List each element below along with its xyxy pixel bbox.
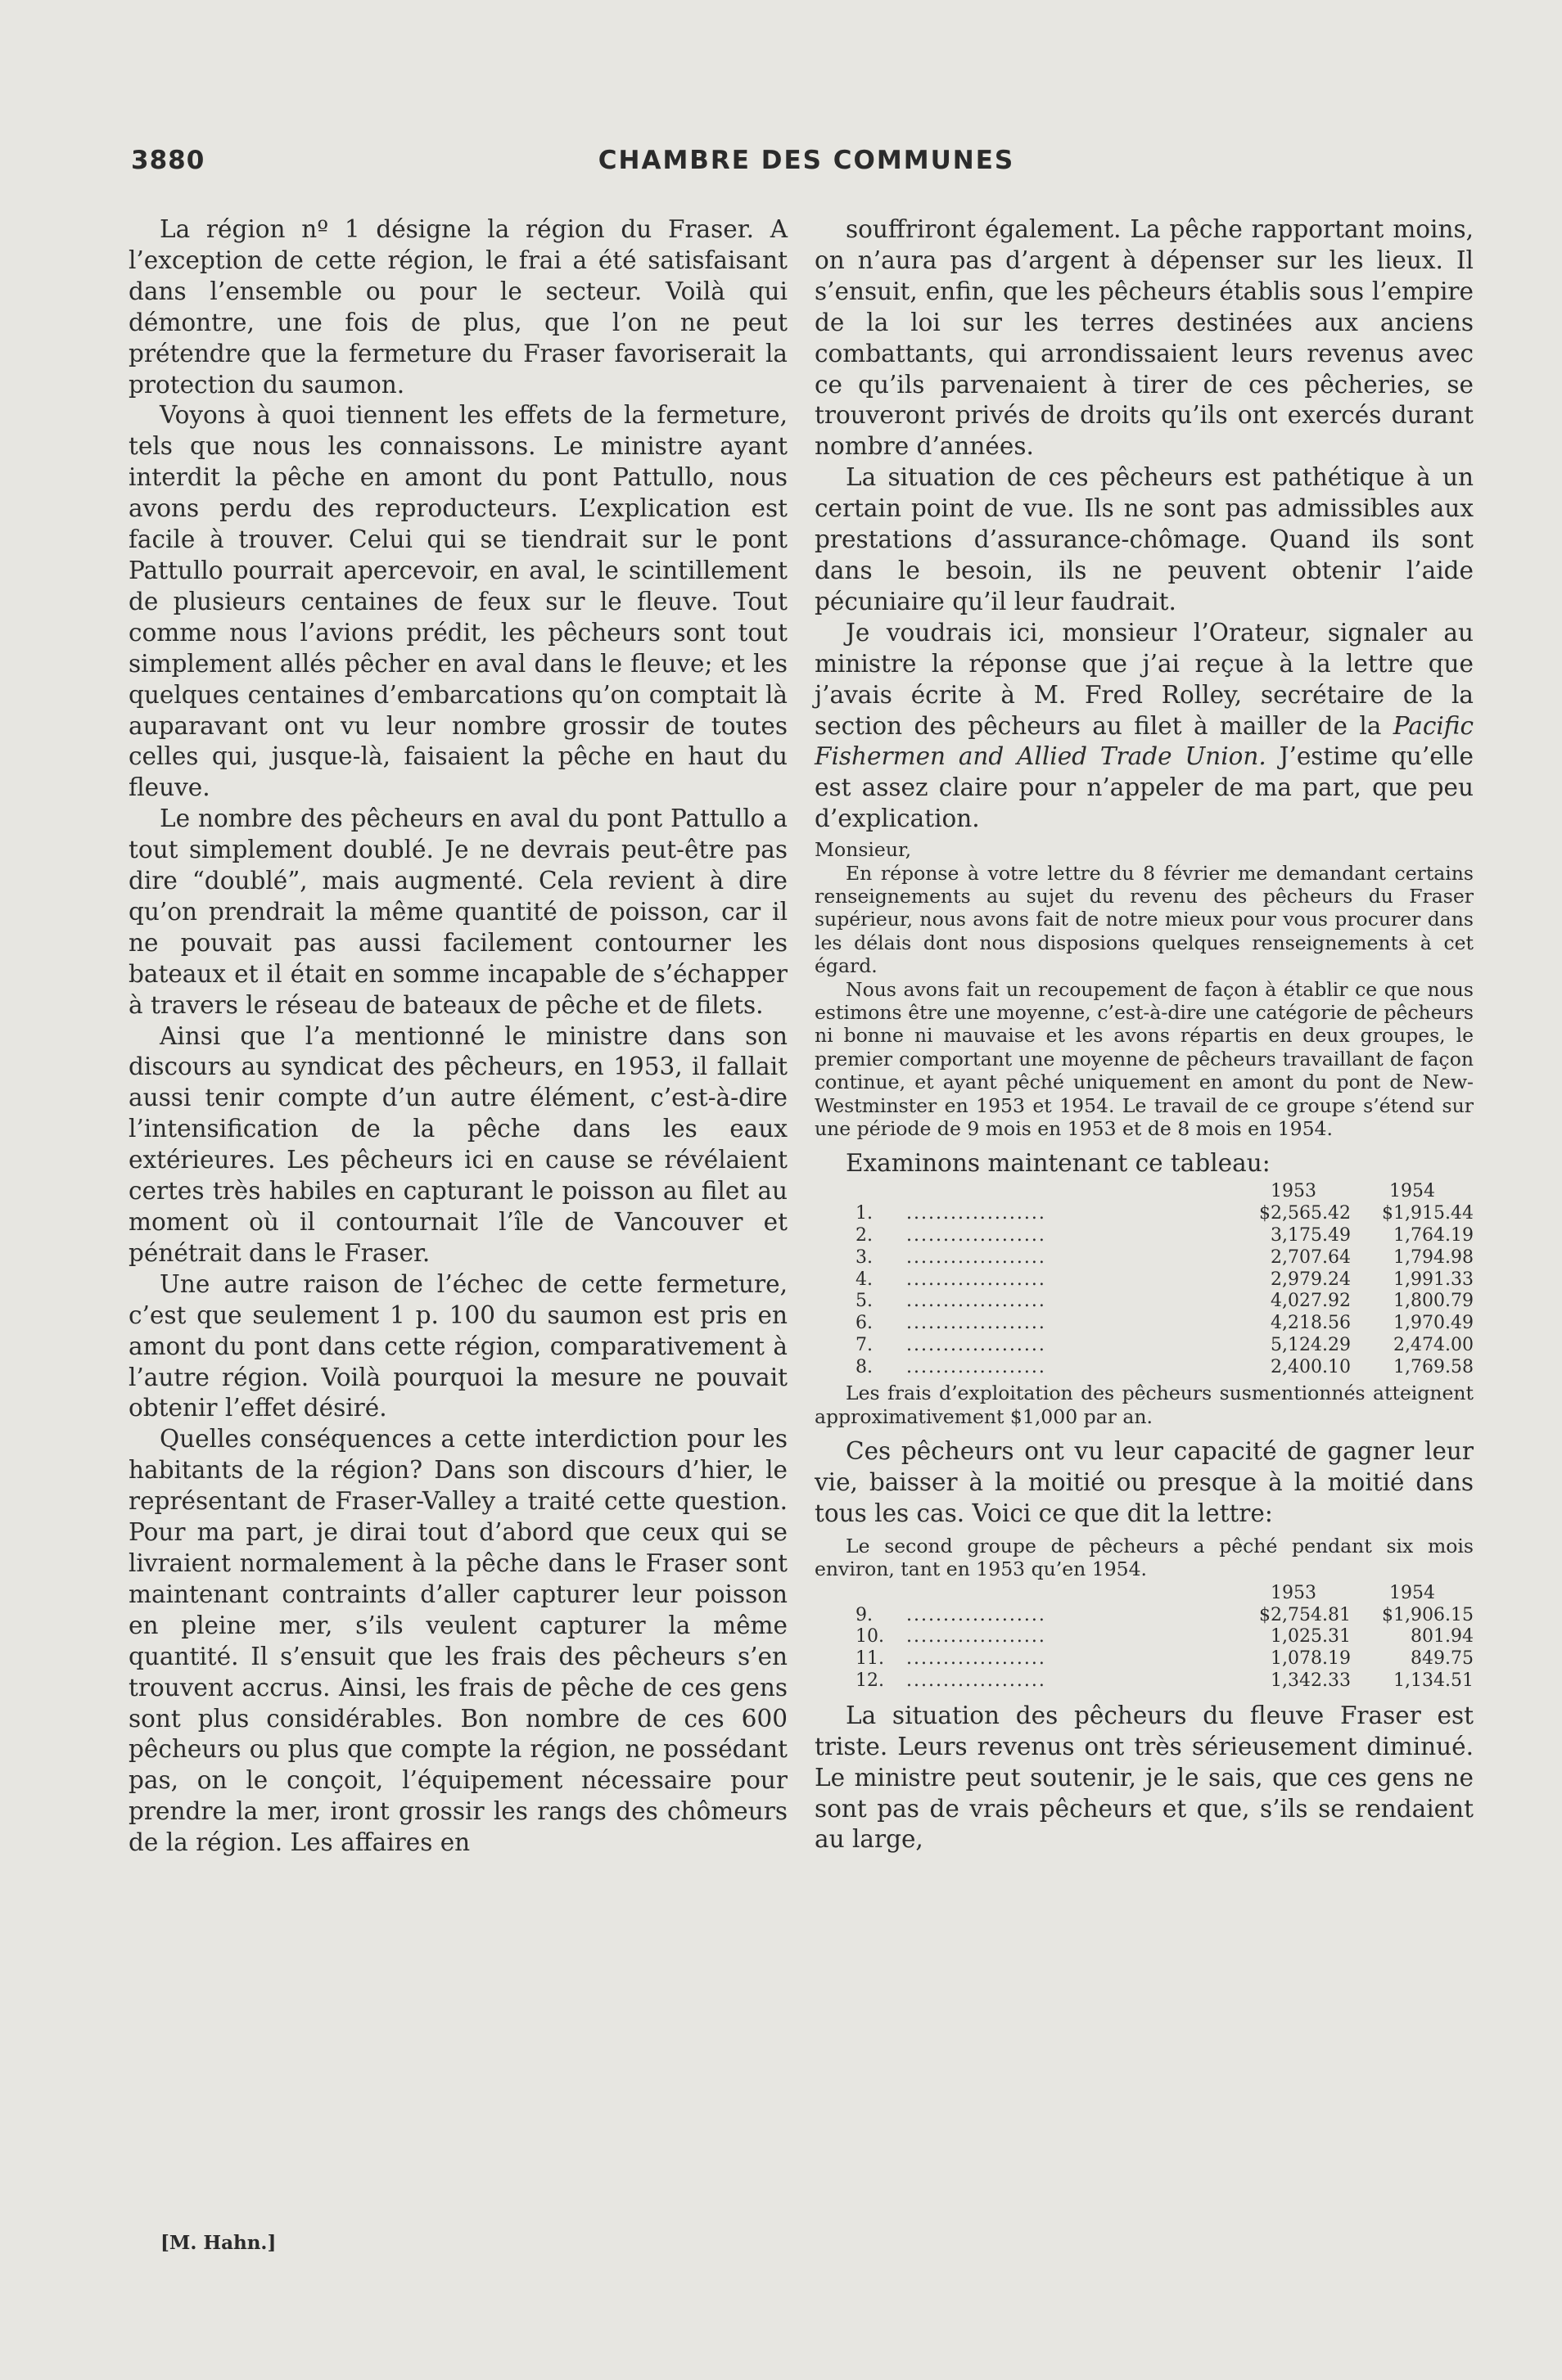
- union-name: Pacific Fishermen and Allied Trade Union.: [815, 711, 1474, 771]
- year-header: 1954: [1389, 1582, 1435, 1603]
- paragraph: Voyons à quoi tiennent les effets de la fermeture, tels que nous les connaissons. Le ministre ayant interdit la pêche en amont du pont Pattullo, nous avons perdu des reproducteurs. L’explication est facile à trouver. Celui qui se tiendrait sur le pont Pattullo pourrait apercevoir, en aval, le scintillement de plusieurs centaines de feux sur le fleuve. Tout comme nous l’avions prédit, les pêcheurs sont tout simplement allés pêcher en aval dans le fleuve; et les quelques centaines d’embarcations qu’on comptait là auparavant ont vu leur nombre grossir de toutes celles qui, jusque-là, faisaient la pêche en haut du fleuve.: [129, 401, 788, 802]
- paragraph: Ainsi que l’a mentionné le ministre dans son discours au syndicat des pêcheurs, en 1953, il fallait aussi tenir compte d’un autre élément, c’est-à-dire l’intensification de la pêche dans les eaux extérieures. Les pêcheurs ici en cause se révélaient certes très habiles en capturant le poisson au filet au moment où il contournait l’île de Vancouver et pénétrait dans le Fraser.: [129, 1021, 788, 1267]
- table-intro: Examinons maintenant ce tableau:: [846, 1149, 1271, 1178]
- paragraph: Le nombre des pêcheurs en aval du pont Pattullo a tout simplement doublé. Je ne devrais peut-être pas dire “doublé”, mais augmenté. Cela revient à dire qu’on prendrait la même quantité de poisson, car il ne pouvait pas aussi facilement contourner les bateaux et il était en somme incapable de s’échapper à travers le réseau de bateaux de pêche et de filets.: [129, 805, 788, 1019]
- value-1954: 1,794.98: [1393, 1246, 1474, 1268]
- leader-dots: ...................: [906, 1356, 1046, 1377]
- table-row: [815, 1313, 1474, 1335]
- row-number: 5.: [855, 1291, 873, 1312]
- value-1954: 849.75: [1411, 1648, 1474, 1670]
- paragraph: Quelles conséquences a cette interdiction pour les habitants de la région? Dans son discours d’hier, le représentant de Fraser-Valley a traité cette question. Pour ma part, je dirai tout d’abord que ceux qui se livraient normalement à la pêche dans le Fraser sont maintenant contraints d’aller capturer leur poisson en pleine mer, s’ils veulent capturer la même quantité. Il s’ensuit que les frais des pêcheurs s’en trouvent accrus. Ainsi, les frais de pêche de ces gens sont plus considérables. Bon nombre de ces 600 pêcheurs ou plus que compte la région, ne possédant pas, on le conçoit, l’équipement nécessaire pour prendre la mer, iront grossir les rangs des chômeurs de la région. Les affaires en: [129, 1425, 788, 1857]
- value-1953: 1,078.19: [1271, 1648, 1351, 1670]
- value-1954: 2,474.00: [1393, 1334, 1474, 1355]
- row-number: 1.: [855, 1203, 873, 1224]
- value-1954: $1,915.44: [1382, 1203, 1474, 1224]
- leader-dots: ...................: [906, 1291, 1046, 1312]
- table-row: [815, 1357, 1474, 1379]
- table-header-row: [815, 1583, 1474, 1605]
- letter-paragraph: En réponse à votre lettre du 8 février me demandant certains renseignements au sujet du revenu des pêcheurs du Fraser supérieur, nous avons fait de notre mieux pour vous procurer dans les délais dont nous disposions quelques renseignements à cet égard.: [815, 861, 1474, 978]
- left-column: [129, 214, 788, 1859]
- table-row: [815, 1605, 1474, 1627]
- table-row: [815, 1670, 1474, 1693]
- year-header: 1953: [1271, 1181, 1316, 1202]
- leader-dots: ...................: [906, 1604, 1046, 1625]
- value-1953: 5,124.29: [1271, 1334, 1351, 1355]
- letter-salutation: Monsieur,: [815, 838, 912, 862]
- year-header: 1953: [1271, 1582, 1316, 1603]
- table-row: [815, 1203, 1474, 1225]
- value-1954: 1,800.79: [1393, 1291, 1474, 1312]
- letter-intro-paragraph: [815, 618, 1474, 835]
- leader-dots: ...................: [906, 1648, 1046, 1670]
- leader-dots: ...................: [906, 1670, 1046, 1692]
- letter-intro-text-end: J’estime qu’elle est assez claire pour n’appeler de ma part, que peu d’explication.: [815, 742, 1474, 833]
- table-header-row: [815, 1181, 1474, 1203]
- letter-intro-text: Je voudrais ici, monsieur l’Orateur, signaler au ministre la réponse que j’ai reçue à la lettre que j’avais écrite à M. Fred Rolley, secrétaire de la section des pêcheurs au filet à mailler de la: [815, 618, 1474, 740]
- row-number: 3.: [855, 1246, 873, 1268]
- table-row: [815, 1269, 1474, 1291]
- paragraph: La situation des pêcheurs du fleuve Fraser est triste. Leurs revenus ont très sérieusement diminué. Le ministre peut soutenir, je le sais, que ces gens ne sont pas de vrais pêcheurs et que, s’ils se rendaient au large,: [815, 1701, 1474, 1854]
- row-number: 4.: [855, 1269, 873, 1290]
- leader-dots: ...................: [906, 1313, 1046, 1334]
- right-column: [815, 214, 1474, 1855]
- value-1954: $1,906.15: [1382, 1604, 1474, 1625]
- row-number: 7.: [855, 1334, 873, 1355]
- row-number: 2.: [855, 1224, 873, 1246]
- running-title: CHAMBRE DES COMMUNES: [598, 146, 1015, 175]
- value-1953: 1,342.33: [1271, 1670, 1351, 1692]
- leader-dots: ...................: [906, 1626, 1046, 1648]
- table-row: [815, 1648, 1474, 1670]
- table-row: [815, 1247, 1474, 1269]
- row-number: 9.: [855, 1604, 873, 1625]
- row-number: 11.: [855, 1648, 884, 1670]
- row-number: 10.: [855, 1626, 884, 1648]
- value-1953: 4,027.92: [1271, 1291, 1351, 1312]
- income-table-group2: [815, 1583, 1474, 1693]
- page-header: [131, 146, 1482, 187]
- group2-text: Le second groupe de pêcheurs a pêché pendant six mois environ, tant en 1953 qu’en 1954.: [815, 1535, 1474, 1581]
- value-1954: 1,134.51: [1393, 1670, 1474, 1692]
- value-1953: 2,400.10: [1271, 1356, 1351, 1377]
- table-row: [815, 1225, 1474, 1247]
- value-1953: 1,025.31: [1271, 1626, 1351, 1648]
- speaker-attribution: [M. Hahn.]: [160, 2232, 277, 2254]
- paragraph: La situation de ces pêcheurs est pathétique à un certain point de vue. Ils ne sont pas admissibles aux prestations d’assurance-chômage. Quand ils sont dans le besoin, ils ne peuvent obtenir l’aide pécuniaire qu’il leur faudrait.: [815, 463, 1474, 615]
- row-number: 6.: [855, 1313, 873, 1334]
- quoted-letter: [815, 838, 1474, 1140]
- page-number: 3880: [131, 146, 205, 175]
- leader-dots: ...................: [906, 1203, 1046, 1224]
- value-1953: 2,707.64: [1271, 1246, 1351, 1268]
- value-1954: 1,764.19: [1393, 1224, 1474, 1246]
- value-1954: 801.94: [1411, 1626, 1474, 1648]
- table-row: [815, 1335, 1474, 1357]
- paragraph: souffriront également. La pêche rapportant moins, on n’aura pas d’argent à dépenser sur les lieux. Il s’ensuit, enfin, que les pêcheurs établis sous l’empire de la loi sur les terres destinées aux anciens combattants, qui arrondissaient leurs revenus avec ce qu’ils parvenaient à tirer de ces pêcheries, se trouveront privés de droits qu’ils ont exercés durant nombre d’années.: [815, 215, 1474, 461]
- leader-dots: ...................: [906, 1334, 1046, 1355]
- table-note: Les frais d’exploitation des pêcheurs susmentionnés atteignent approximativement $1,000 par an.: [815, 1382, 1474, 1428]
- value-1954: 1,769.58: [1393, 1356, 1474, 1377]
- leader-dots: ...................: [906, 1224, 1046, 1246]
- value-1953: $2,565.42: [1259, 1203, 1351, 1224]
- leader-dots: ...................: [906, 1246, 1046, 1268]
- letter-paragraph: Nous avons fait un recoupement de façon à établir ce que nous estimons être une moyenne, c’est-à-dire une catégorie de pêcheurs ni bonne ni mauvaise et les avons répartis en deux groupes, le premier comportant une moyenne de pêcheurs travaillant de façon continue, et ayant pêché uniquement en amont du pont de New-Westminster en 1953 et 1954. Le travail de ce groupe s’étend sur une période de 9 mois en 1953 et de 8 mois en 1954.: [815, 977, 1474, 1140]
- value-1953: $2,754.81: [1259, 1604, 1351, 1625]
- paragraph: Ces pêcheurs ont vu leur capacité de gagner leur vie, baisser à la moitié ou presque à la moitié dans tous les cas. Voici ce que dit la lettre:: [815, 1437, 1474, 1528]
- table-row: [815, 1291, 1474, 1313]
- row-number: 12.: [855, 1670, 884, 1692]
- value-1954: 1,991.33: [1393, 1269, 1474, 1290]
- row-number: 8.: [855, 1356, 873, 1377]
- paragraph: La région nº 1 désigne la région du Fraser. A l’exception de cette région, le frai a été satisfaisant dans l’ensemble ou pour le secteur. Voilà qui démontre, une fois de plus, que l’on ne peut prétendre que la fermeture du Fraser favoriserait la protection du saumon.: [129, 215, 788, 399]
- paragraph: Une autre raison de l’échec de cette fermeture, c’est que seulement 1 p. 100 du saumon est pris en amont du pont dans cette région, comparativement à l’autre région. Voilà pourquoi la mesure ne pouvait obtenir l’effet désiré.: [129, 1269, 788, 1422]
- table-row: [815, 1626, 1474, 1648]
- value-1953: 4,218.56: [1271, 1313, 1351, 1334]
- value-1954: 1,970.49: [1393, 1313, 1474, 1334]
- value-1953: 2,979.24: [1271, 1269, 1351, 1290]
- leader-dots: ...................: [906, 1269, 1046, 1290]
- income-table-group1: [815, 1181, 1474, 1378]
- year-header: 1954: [1389, 1181, 1435, 1202]
- value-1953: 3,175.49: [1271, 1224, 1351, 1246]
